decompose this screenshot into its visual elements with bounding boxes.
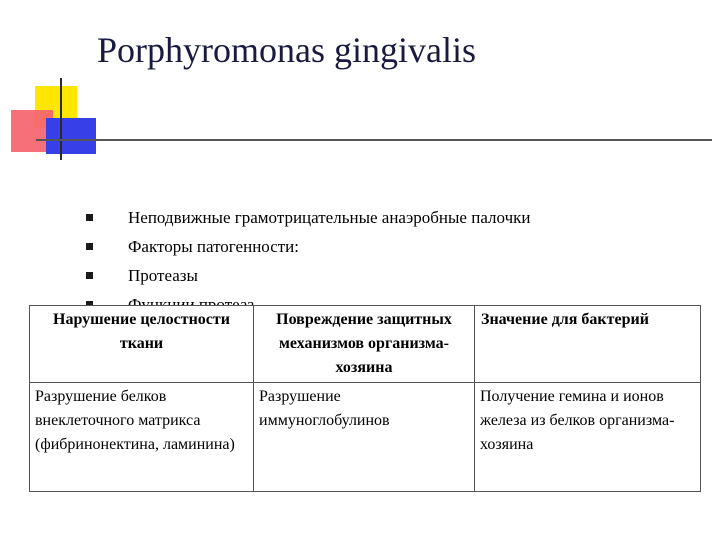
- square-bullet-icon: [86, 272, 93, 279]
- square-bullet-icon: [86, 214, 93, 221]
- table-header-row: [30, 306, 701, 383]
- bullet-text: Факторы патогенности:: [128, 237, 300, 256]
- table-cell: Получение гемина и ионов железа из белков организма-хозяина: [475, 383, 701, 492]
- square-bullet-icon: [86, 243, 93, 250]
- table-cell: Разрушение иммуноглобулинов: [254, 383, 475, 492]
- bullet-list: [86, 203, 686, 319]
- table-header-cell: Повреждение защитных механизмов организма-хозяина: [254, 306, 475, 383]
- decorative-vertical-line: [60, 78, 62, 160]
- table-cell: Разрушение белков внеклеточного матрикса (фибринонектина, ламинина): [30, 383, 254, 492]
- bullet-item: [86, 203, 686, 232]
- bullet-text: Неподвижные грамотрицательные анаэробные палочки: [128, 208, 531, 227]
- table-header-cell: Нарушение целостности ткани: [30, 306, 254, 383]
- protease-functions-table: [29, 305, 701, 492]
- table-header-cell: Значение для бактерий: [475, 306, 701, 383]
- bullet-item: [86, 232, 686, 261]
- table-row: [30, 383, 701, 492]
- bullet-text: Протеазы: [128, 266, 198, 285]
- bullet-item: [86, 261, 686, 290]
- slide-title: Porphyromonas gingivalis: [97, 30, 476, 70]
- decorative-blue-square: [46, 118, 96, 154]
- title-divider-line: [36, 139, 712, 141]
